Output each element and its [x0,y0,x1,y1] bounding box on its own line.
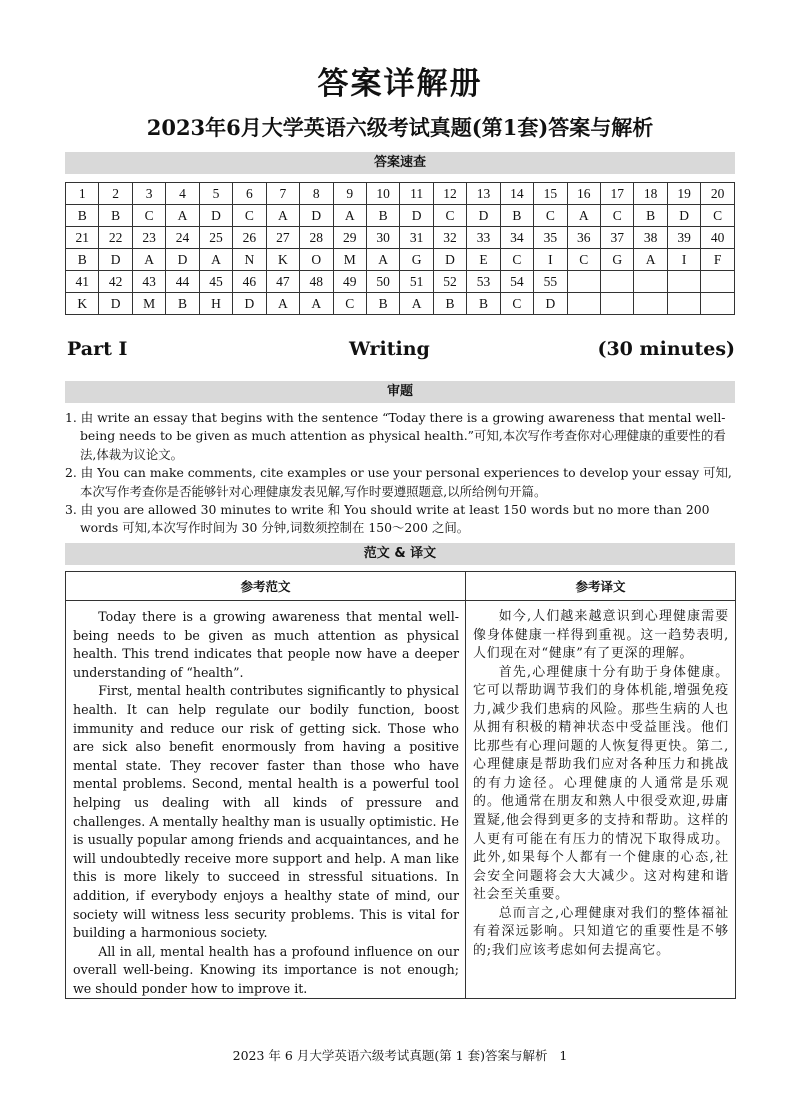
answer-cell [634,293,667,315]
answer-cell: B [467,293,500,315]
question-number-cell [701,271,735,293]
question-number-cell: 1 [66,183,99,205]
answer-cell [667,293,700,315]
question-number-cell: 51 [400,271,433,293]
answer-cell: G [400,249,433,271]
question-number-cell: 18 [634,183,667,205]
question-number-cell: 53 [467,271,500,293]
question-number-cell [634,271,667,293]
translation-paragraph: 首先,心理健康十分有助于身体健康。它可以帮助调节我们的身体机能,增强免疫力,减少我们患病的风险。那些生病的人也从拥有积极的精神状态中受益匪浅。他们比那些有心理问题的人恢复得更快。第二,心理健康是帮助我们应对各种压力和挑战的有力途径。心理健康的人通常是乐观的。他通常在朋友和熟人中很受欢迎,毋庸置疑,他会得到更多的支持和帮助。这样的人更有可能在有压力的情况下取得成功。此外,如果每个人都有一个健康的心态,社会安全问题将会大大减少。这对构建和谐社会至关重要。 [473,664,729,903]
answer-cell: E [467,249,500,271]
answer-row [66,293,735,315]
analysis-item: 1. 由 write an essay that begins with the sentence “Today there is a growing awareness that mental well-being needs to be given as much attention as physical health.”可知,本次写作考查你对心理健康的重要性的看法,体裁为议论文。 [65,410,726,462]
answer-cell: B [66,249,99,271]
answer-row [66,205,735,227]
question-number-cell: 45 [199,271,232,293]
translation-paragraph: 如今,人们越来越意识到心理健康需要像身体健康一样得到重视。这一趋势表明,人们现在对“健康”有了更深的理解。 [473,609,729,662]
question-number-cell: 31 [400,227,433,249]
answer-cell: K [66,293,99,315]
answer-key-table [65,182,735,315]
essay-paragraph: Today there is a growing awareness that mental well-being needs to be given as much attention as physical health. This trend indicates that people now have a deeper understanding of “health”. [73,609,459,680]
part-time: (30 minutes) [597,338,735,360]
sample-essay [66,601,466,999]
answer-cell: C [601,205,634,227]
question-number-cell: 49 [333,271,366,293]
page-number: 1 [559,1048,568,1063]
question-number-cell: 9 [333,183,366,205]
question-number-cell: 21 [66,227,99,249]
question-number-cell: 40 [701,227,735,249]
question-number-cell [601,271,634,293]
question-number-row [66,227,735,249]
question-number-cell: 43 [132,271,165,293]
question-number-cell: 6 [233,183,266,205]
question-number-cell: 19 [667,183,700,205]
answer-cell: B [166,293,199,315]
question-number-cell [567,271,600,293]
question-number-cell: 24 [166,227,199,249]
question-number-cell: 41 [66,271,99,293]
question-number-cell: 17 [601,183,634,205]
question-number-cell: 28 [300,227,333,249]
answer-cell: C [233,205,266,227]
question-number-cell: 29 [333,227,366,249]
answer-cell: D [433,249,466,271]
answer-cell: A [333,205,366,227]
question-number-cell [667,271,700,293]
question-number-cell: 34 [500,227,533,249]
answer-cell: A [300,293,333,315]
answer-cell: C [500,293,533,315]
answer-cell: B [634,205,667,227]
question-number-row [66,183,735,205]
answer-cell: A [634,249,667,271]
answer-cell: D [166,249,199,271]
question-number-cell: 16 [567,183,600,205]
answer-cell: B [99,205,132,227]
question-number-cell: 55 [534,271,567,293]
answer-cell: A [199,249,232,271]
answer-row [66,249,735,271]
question-number-cell: 15 [534,183,567,205]
answer-cell [567,293,600,315]
answer-cell: C [567,249,600,271]
question-number-cell: 30 [366,227,399,249]
answer-cell: A [567,205,600,227]
essay-col-zh-header: 参考译文 [466,572,736,601]
question-number-cell: 3 [132,183,165,205]
question-number-cell: 26 [233,227,266,249]
part-name: Writing [349,338,430,360]
question-number-cell: 48 [300,271,333,293]
answer-cell [601,293,634,315]
part-label: Part Ⅰ [67,338,128,360]
answer-cell: A [366,249,399,271]
question-number-cell: 39 [667,227,700,249]
question-number-cell: 27 [266,227,299,249]
answer-cell: C [132,205,165,227]
answer-cell: A [132,249,165,271]
question-number-cell: 25 [199,227,232,249]
question-number-cell: 50 [366,271,399,293]
essay-paragraph: All in all, mental health has a profound influence on our overall well-being. Knowing its importance is not enough; we should ponder how to improve it. [73,943,459,996]
question-number-cell: 7 [266,183,299,205]
question-number-cell: 5 [199,183,232,205]
translation-paragraph: 总而言之,心理健康对我们的整体福祉有着深远影响。只知道它的重要性是不够的;我们应该考虑如何去提高它。 [473,905,729,958]
answer-cell: C [433,205,466,227]
question-number-cell: 8 [300,183,333,205]
analysis-item: 3. 由 you are allowed 30 minutes to write 和 You should write at least 150 words but no more than 200 words 可知,本次写作时间为 30 分钟,词数须控制在 150～200 之间。 [65,502,710,536]
answer-cell: M [132,293,165,315]
answer-key-heading: 答案速查 [65,152,735,174]
analysis-item: 2. 由 You can make comments, cite examples or use your personal experiences to develop your essay 可知,本次写作考查你是否能够针对心理健康发表见解,写作时要遵照题意,以所给例句开篇。 [65,465,732,499]
question-number-cell: 47 [266,271,299,293]
analysis-list [65,409,737,538]
answer-cell: I [667,249,700,271]
answer-cell: D [233,293,266,315]
essay-table [65,571,736,999]
answer-cell: H [199,293,232,315]
page-subtitle: 2023年6月大学英语六级考试真题(第1套)答案与解析 [146,115,654,140]
page-title: 答案详解册 [317,66,483,102]
question-number-cell: 14 [500,183,533,205]
question-number-cell: 54 [500,271,533,293]
question-number-cell: 44 [166,271,199,293]
question-number-cell: 4 [166,183,199,205]
answer-cell: D [99,249,132,271]
question-number-cell: 36 [567,227,600,249]
page-footer [0,1046,800,1064]
question-number-cell: 12 [433,183,466,205]
answer-cell: N [233,249,266,271]
question-number-cell: 22 [99,227,132,249]
answer-cell: C [701,205,735,227]
question-number-cell: 32 [433,227,466,249]
essay-paragraph: First, mental health contributes significantly to physical health. It can help regulate our bodily function, boost immunity and reduce our risk of getting sick. Those who are sick also benefit enormously from having a positive mental state. They recover faster than those who have mental problems. Second, mental health is a powerful tool helping us dealing with all kinds of pressure and challenges. A mentally healthy man is usually optimistic. He is usually popular among friends and acquaintances, and he will undoubtedly receive more support and help. A man like this is more likely to succeed in stressful situations. In addition, if everybody enjoys a healthy state of mind, our society will witness less security problems. This is vital for building a harmonious society. [73,683,459,941]
question-number-cell: 35 [534,227,567,249]
question-number-cell: 38 [634,227,667,249]
question-number-cell: 13 [467,183,500,205]
answer-cell: D [199,205,232,227]
answer-cell: M [333,249,366,271]
answer-cell: D [300,205,333,227]
footer-text: 2023 年 6 月大学英语六级考试真题(第 1 套)答案与解析 [232,1048,548,1063]
question-number-cell: 10 [366,183,399,205]
analysis-heading: 审题 [65,381,735,403]
answer-cell: I [534,249,567,271]
answer-cell: B [500,205,533,227]
answer-cell: D [667,205,700,227]
answer-cell: B [366,205,399,227]
answer-cell: D [400,205,433,227]
answer-cell: G [601,249,634,271]
part-header [65,338,735,364]
answer-cell: O [300,249,333,271]
answer-cell: C [534,205,567,227]
answer-cell: C [500,249,533,271]
question-number-cell: 37 [601,227,634,249]
answer-cell: A [166,205,199,227]
answer-cell: B [366,293,399,315]
essay-col-en-header: 参考范文 [66,572,466,601]
answer-cell: D [99,293,132,315]
answer-cell: K [266,249,299,271]
answer-cell: F [701,249,735,271]
answer-cell: D [534,293,567,315]
question-number-cell: 11 [400,183,433,205]
essay-heading: 范文 & 译文 [65,543,735,565]
question-number-cell: 42 [99,271,132,293]
question-number-cell: 23 [132,227,165,249]
question-number-cell: 33 [467,227,500,249]
answer-cell: C [333,293,366,315]
question-number-cell: 46 [233,271,266,293]
question-number-cell: 2 [99,183,132,205]
answer-cell: A [400,293,433,315]
question-number-row [66,271,735,293]
answer-cell: B [433,293,466,315]
answer-cell: A [266,293,299,315]
answer-cell: B [66,205,99,227]
question-number-cell: 20 [701,183,735,205]
answer-cell: A [266,205,299,227]
question-number-cell: 52 [433,271,466,293]
answer-cell: D [467,205,500,227]
answer-cell [701,293,735,315]
essay-translation [466,601,736,999]
